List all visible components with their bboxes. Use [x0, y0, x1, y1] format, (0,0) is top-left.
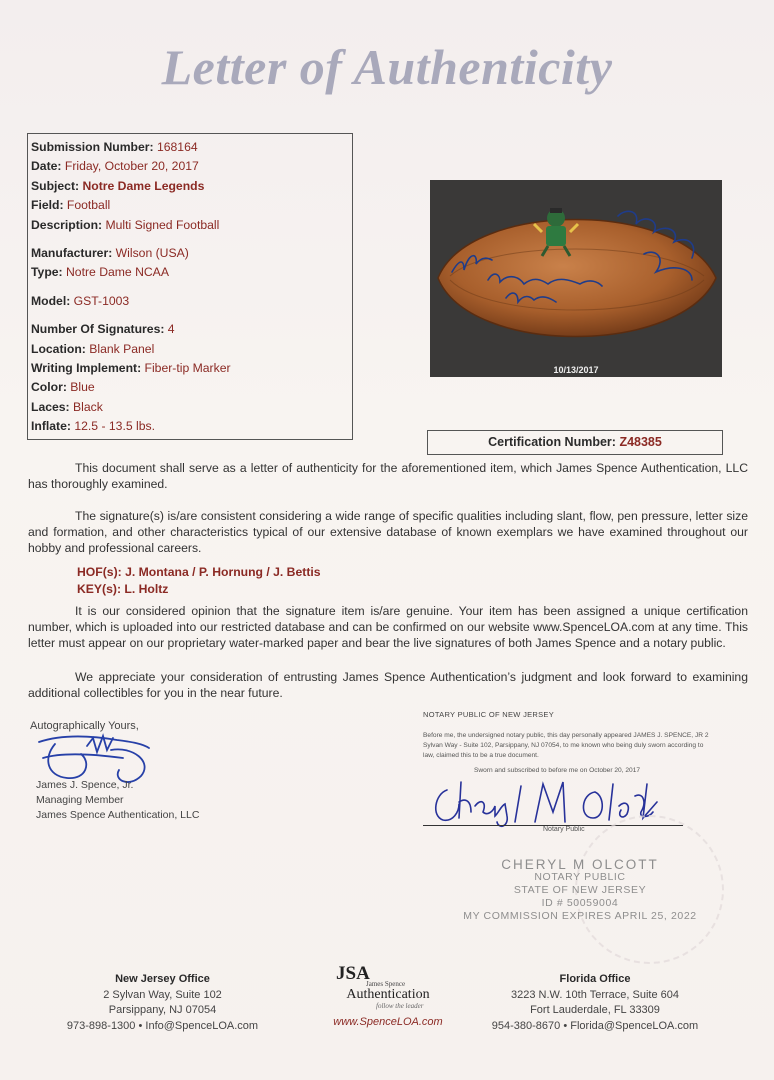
- notary-stamp: [430, 858, 730, 923]
- notary-stamp-name: CHERYL M OLCOTT: [501, 857, 659, 872]
- info-location: Location: Blank Panel: [31, 341, 155, 356]
- info-description: Description: Multi Signed Football: [31, 217, 220, 232]
- nj-office-address1: 2 Sylvan Way, Suite 102: [103, 988, 222, 1001]
- notary-stamp-id: ID # 50059004: [541, 897, 619, 909]
- logo-subtext: James Spence: [366, 980, 406, 988]
- notary-stamp-line2: STATE OF NEW JERSEY: [513, 884, 647, 896]
- key-list: KEY(s): L. Holtz: [77, 582, 169, 596]
- notary-heading: NOTARY PUBLIC OF NEW JERSEY: [423, 710, 555, 719]
- footer-nj-office: [60, 972, 265, 1034]
- paragraph-opinion: It is our considered opinion that the signature item is/are genuine. Your item has been assigned a unique certification number, which is uploaded into our restricted database and can be confirmed on our website www.SpenceLOA.com at any time. This letter must appear on our proprietary water-marked paper and bear the live signatures of both James Spence and a notary public.: [28, 604, 748, 651]
- item-photo: [430, 180, 722, 377]
- notary-line-label: Notary Public: [543, 826, 585, 833]
- paragraph-appreciation: We appreciate your consideration of entrusting James Spence Authentication’s judgment and look forward to examining additional collectibles for you in the near future.: [28, 670, 748, 701]
- info-inflate: Inflate: 12.5 - 13.5 lbs.: [31, 419, 155, 434]
- info-num-signatures: Number Of Signatures: 4: [31, 322, 175, 337]
- info-date: Date: Friday, October 20, 2017: [31, 159, 199, 174]
- fl-office-contact: 954-380-8670 • Florida@SpenceLOA.com: [491, 1019, 699, 1032]
- signatory-block: [36, 778, 199, 823]
- item-info-box: [27, 133, 353, 440]
- nj-office-heading: New Jersey Office: [115, 973, 210, 985]
- certification-box: [427, 430, 723, 455]
- signatory-title: Managing Member: [36, 794, 124, 806]
- notary-sworn-text: Sworn and subscribed to before me on October 20, 2017: [474, 767, 641, 774]
- info-submission: Submission Number: 168164: [31, 140, 198, 154]
- info-model: Model: GST-1003: [31, 293, 130, 308]
- fl-office-address1: 3223 N.W. 10th Terrace, Suite 604: [511, 988, 679, 1001]
- info-laces: Laces: Black: [31, 399, 103, 414]
- logo-authentication: Authentication: [346, 987, 430, 1002]
- notary-stamp-expiry: MY COMMISSION EXPIRES APRIL 25, 2022: [463, 910, 697, 922]
- notary-stamp-line1: NOTARY PUBLIC: [534, 871, 626, 883]
- photo-date-stamp: 10/13/2017: [553, 365, 599, 375]
- info-manufacturer: Manufacturer: Wilson (USA): [31, 246, 189, 261]
- nj-office-contact: 973-898-1300 • Info@SpenceLOA.com: [66, 1019, 259, 1032]
- notary-statement: Before me, the undersigned notary public, this day personally appeared JAMES J. SPENCE, JR 2 Sylvan Way - Suite 102, Parsippany, NJ 07054, to me known who being duly sworn according to law, claimed this to be a true document.: [423, 732, 709, 759]
- info-field: Field: Football: [31, 198, 111, 213]
- nj-office-address2: Parsippany, NJ 07054: [108, 1004, 217, 1016]
- paragraph-consistency: The signature(s) is/are consistent considering a wide range of specific qualities including slant, flow, pen pressure, letter size and formation, and other characteristics typical of our extensive database of known exemplars we have examined throughout our hobby and professional careers.: [28, 509, 748, 556]
- paragraph-intro: This document shall serve as a letter of authenticity for the aforementioned item, which James Spence Authentication, LLC has thoroughly examined.: [28, 461, 748, 492]
- signatory-name: James J. Spence, Jr.: [36, 779, 134, 791]
- jsa-logo: [318, 963, 458, 1028]
- football-image: [430, 180, 722, 377]
- certification-label: Certification Number:: [488, 435, 616, 449]
- fl-office-heading: Florida Office: [559, 973, 631, 985]
- info-writing-implement: Writing Implement: Fiber-tip Marker: [31, 361, 231, 376]
- footer-fl-office: [485, 972, 705, 1034]
- info-subject: Subject: Notre Dame Legends: [31, 178, 205, 193]
- closing-text: Autographically Yours,: [30, 720, 139, 732]
- certification-number: Z48385: [619, 435, 662, 449]
- fl-office-address2: Fort Lauderdale, FL 33309: [530, 1004, 660, 1016]
- website-link[interactable]: www.SpenceLOA.com: [333, 1016, 443, 1028]
- info-type: Type: Notre Dame NCAA: [31, 265, 169, 280]
- signatory-company: James Spence Authentication, LLC: [36, 809, 200, 821]
- info-color: Color: Blue: [31, 380, 95, 395]
- logo-tagline: follow the leader: [376, 1002, 424, 1010]
- hof-list: HOF(s): J. Montana / P. Hornung / J. Bettis: [77, 565, 321, 579]
- document-title: Letter of Authenticity: [161, 39, 613, 95]
- logo-jsa-text: JSA: [336, 963, 370, 984]
